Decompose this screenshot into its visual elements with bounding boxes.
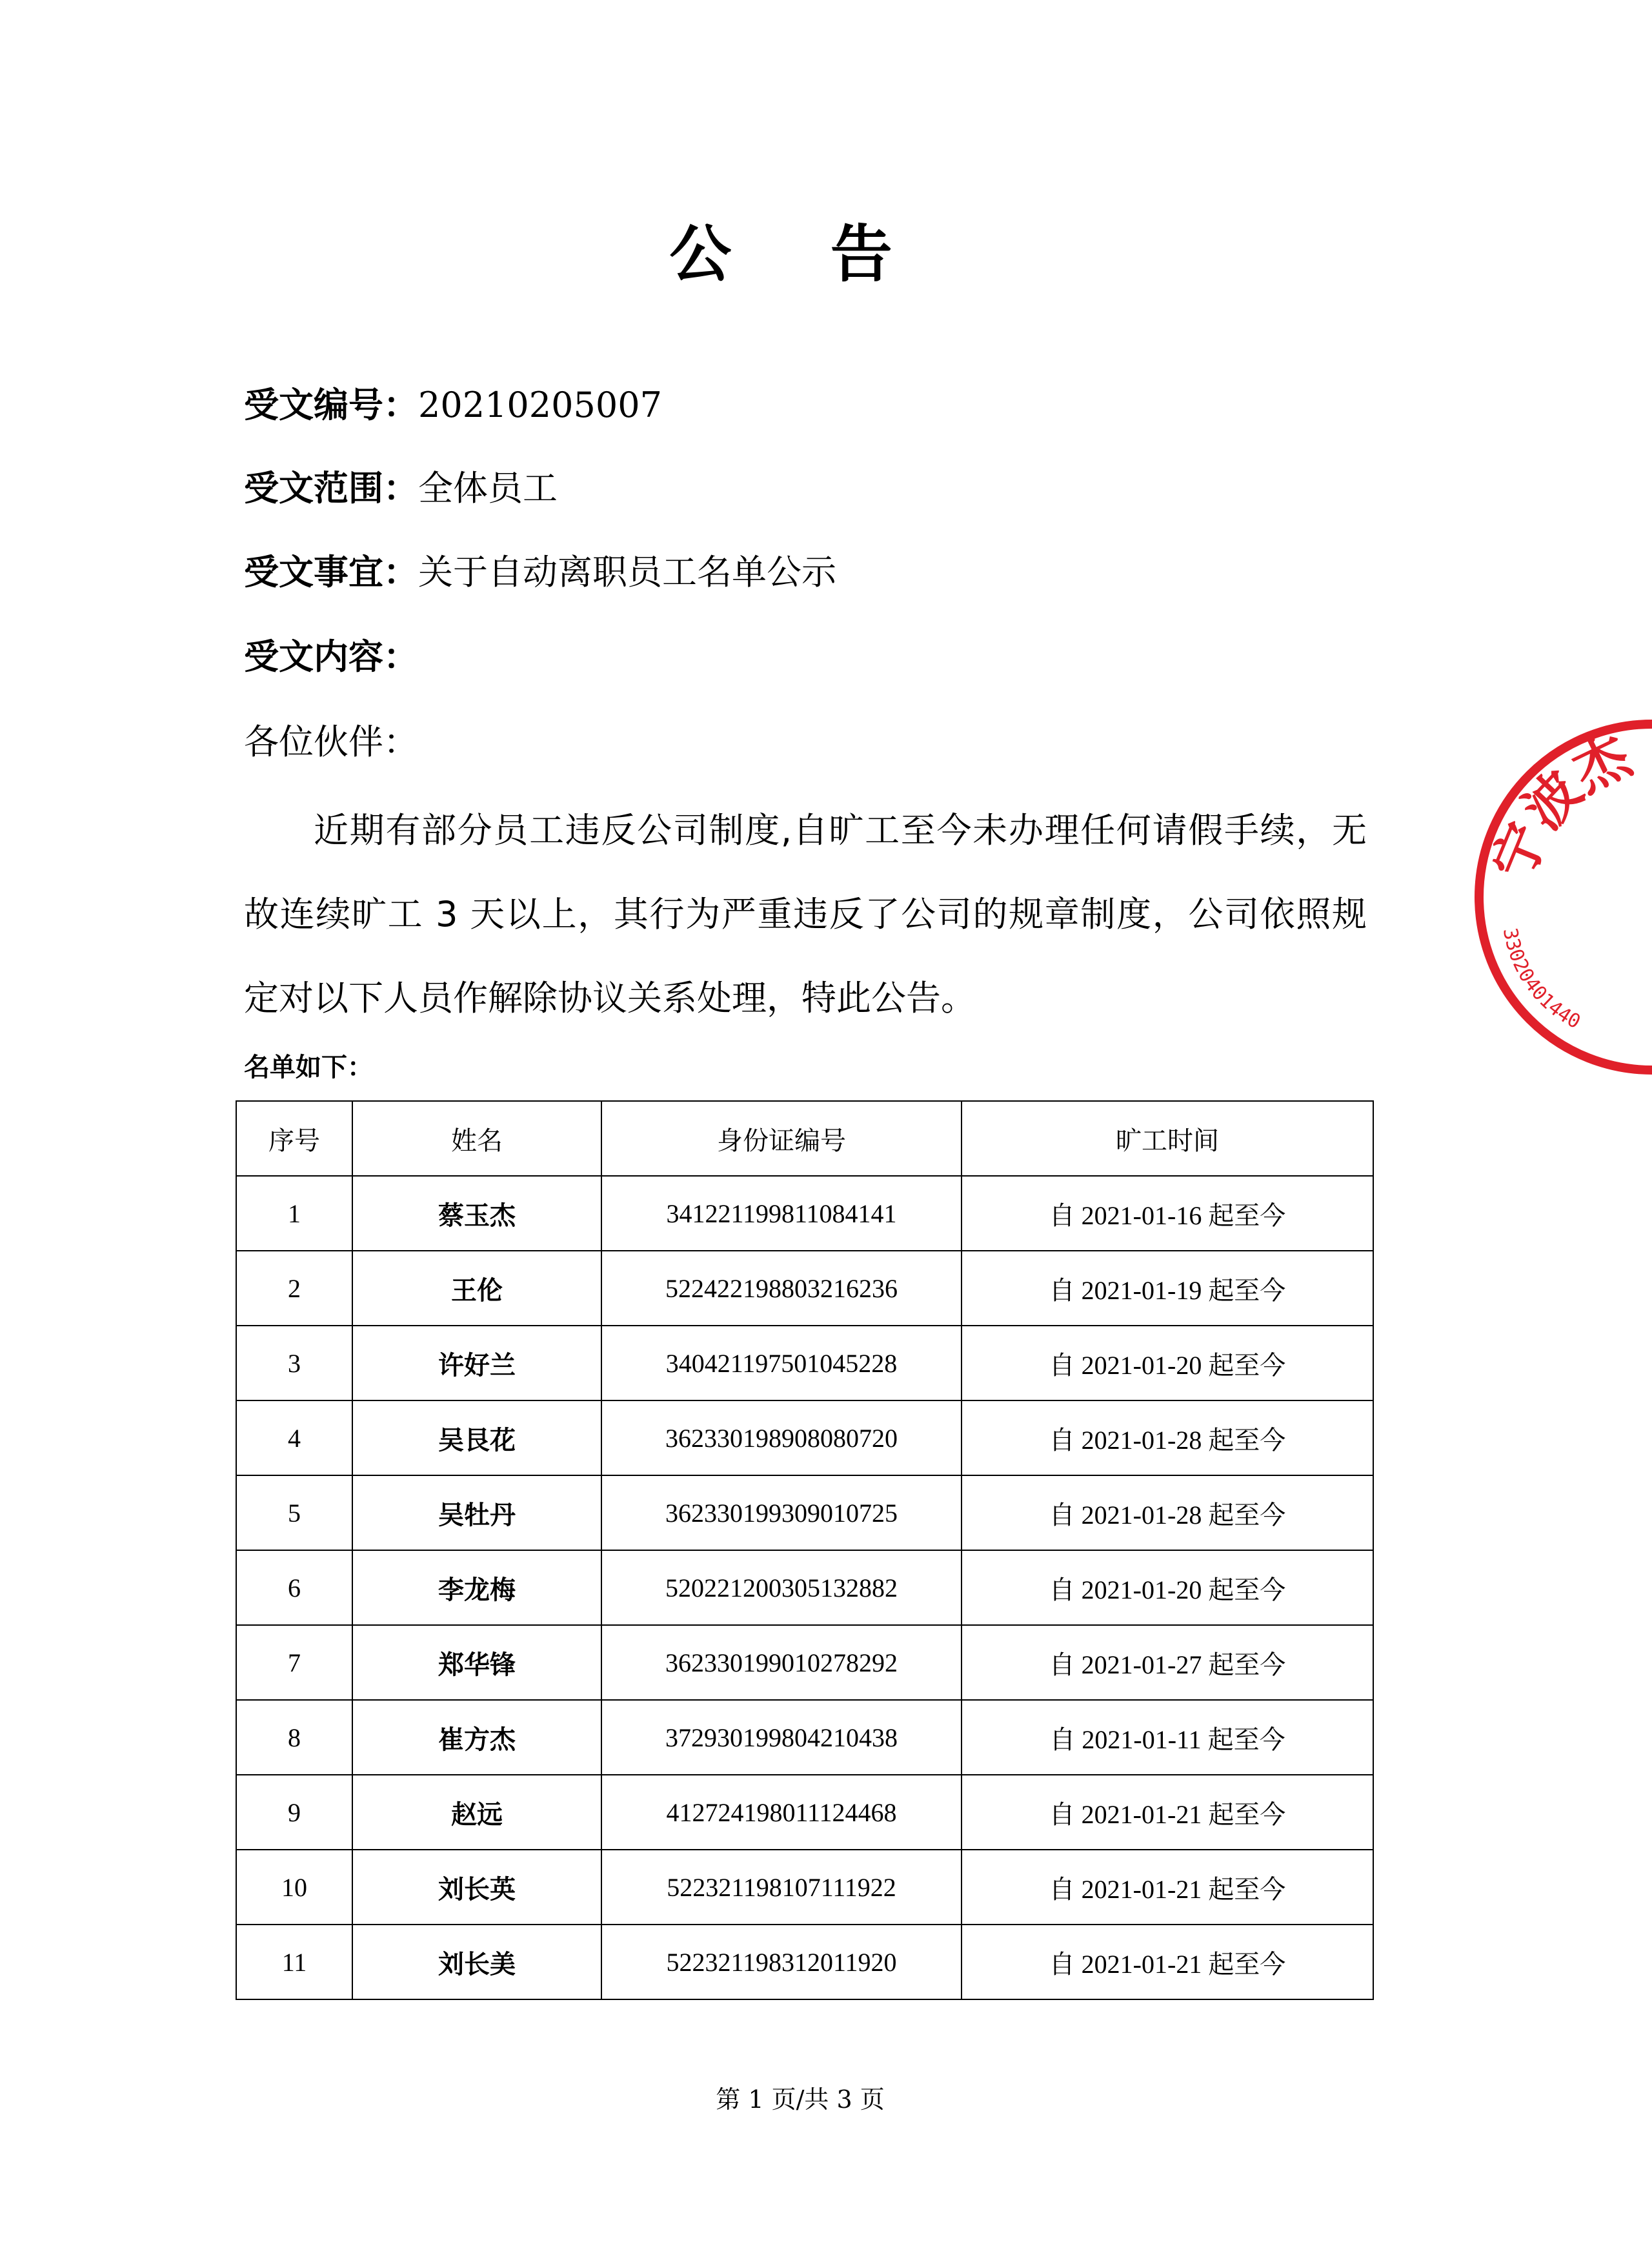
- meta-value: 20210205007: [418, 385, 662, 425]
- footer-label: 第: [716, 2085, 741, 2114]
- cell-name: 刘长英: [352, 1850, 601, 1925]
- period-date: 2021-01-21: [1081, 1874, 1202, 1904]
- period-date: 2021-01-11: [1082, 1724, 1202, 1754]
- period-from: 自: [1049, 1425, 1075, 1455]
- cell-name: 王伦: [352, 1251, 601, 1326]
- table-row: [236, 1251, 1373, 1326]
- cell-id: 341221199811084141: [601, 1176, 962, 1251]
- period-from: 自: [1049, 1350, 1075, 1380]
- cell-name: 赵远: [352, 1775, 601, 1850]
- footer-page: 1: [748, 2085, 764, 2114]
- table-row: [236, 1475, 1373, 1550]
- table-row: [236, 1625, 1373, 1700]
- table-row: [236, 1400, 1373, 1475]
- period-to: 起至今: [1208, 1575, 1286, 1605]
- cell-name: 郑华锋: [352, 1625, 601, 1700]
- cell-no: 7: [236, 1625, 352, 1700]
- cell-period: [962, 1550, 1373, 1625]
- cell-no: 10: [236, 1850, 352, 1925]
- period-date: 2021-01-27: [1081, 1650, 1202, 1679]
- cell-name: 蔡玉杰: [352, 1176, 601, 1251]
- period-from: 自: [1049, 1724, 1076, 1755]
- period-date: 2021-01-19: [1081, 1275, 1202, 1305]
- cell-no: 4: [236, 1400, 352, 1475]
- cell-no: 5: [236, 1475, 352, 1550]
- company-seal: [1458, 716, 1652, 1078]
- period-to: 起至今: [1207, 1724, 1285, 1755]
- cell-id: 362330199309010725: [601, 1475, 962, 1550]
- header-no: 序号: [236, 1101, 352, 1176]
- greeting: 各位伙伴：: [244, 722, 418, 762]
- seal-number: 33020401440: [1498, 926, 1584, 1034]
- cell-name: 刘长美: [352, 1925, 601, 1999]
- cell-period: [962, 1176, 1373, 1251]
- cell-period: [962, 1326, 1373, 1400]
- period-date: 2021-01-28: [1081, 1500, 1202, 1530]
- meta-content: [244, 631, 418, 683]
- cell-id: 522321198107111922: [601, 1850, 962, 1925]
- header-id: 身份证编号: [601, 1101, 962, 1176]
- cell-no: 8: [236, 1700, 352, 1775]
- cell-id: 520221200305132882: [601, 1550, 962, 1625]
- page-title: 公 告: [669, 218, 931, 290]
- period-to: 起至今: [1208, 1949, 1286, 1979]
- cell-name: 许好兰: [352, 1326, 601, 1400]
- period-date: 2021-01-28: [1081, 1425, 1202, 1455]
- cell-id: 362330199010278292: [601, 1625, 962, 1700]
- footer-total: 3: [836, 2085, 852, 2114]
- table-header-row: [236, 1101, 1373, 1176]
- cell-no: 3: [236, 1326, 352, 1400]
- meta-key: 受文事宜：: [244, 552, 418, 592]
- header-period: 旷工时间: [962, 1101, 1373, 1176]
- period-from: 自: [1049, 1275, 1075, 1306]
- meta-value: 全体员工: [418, 468, 558, 509]
- cell-id: 522422198803216236: [601, 1251, 962, 1326]
- period-to: 起至今: [1208, 1874, 1286, 1905]
- cell-id: 340421197501045228: [601, 1326, 962, 1400]
- cell-id: 522321198312011920: [601, 1925, 962, 1999]
- period-from: 自: [1049, 1500, 1075, 1530]
- meta-key: 受文范围：: [244, 468, 418, 509]
- cell-no: 11: [236, 1925, 352, 1999]
- table-row: [236, 1925, 1373, 1999]
- cell-name: 吴牡丹: [352, 1475, 601, 1550]
- footer-mid: 页/共: [771, 2085, 829, 2114]
- notice-body: 近期有部分员工违反公司制度,自旷工至今未办理任何请假手续，无故连续旷工 3 天以上，其行为严重违反了公司的规章制度，公司依照规定对以下人员作解除协议关系处理，特此公告。: [244, 810, 1367, 1018]
- period-from: 自: [1049, 1949, 1075, 1979]
- cell-period: [962, 1400, 1373, 1475]
- period-to: 起至今: [1208, 1350, 1286, 1380]
- footer-end: 页: [860, 2085, 885, 2114]
- header-name: 姓名: [352, 1101, 601, 1176]
- table-row: [236, 1700, 1373, 1775]
- seal-name: 宁波杰: [1480, 723, 1640, 889]
- cell-id: 412724198011124468: [601, 1775, 962, 1850]
- cell-period: [962, 1700, 1373, 1775]
- meta-scope: [244, 463, 558, 514]
- cell-period: [962, 1625, 1373, 1700]
- period-date: 2021-01-16: [1081, 1200, 1202, 1230]
- period-from: 自: [1049, 1575, 1075, 1605]
- meta-key: 受文内容：: [244, 636, 418, 677]
- roster-table: [236, 1100, 1374, 2000]
- table-row: [236, 1550, 1373, 1625]
- table-row: [236, 1326, 1373, 1400]
- cell-no: 1: [236, 1176, 352, 1251]
- table-row: [236, 1850, 1373, 1925]
- period-to: 起至今: [1208, 1275, 1286, 1306]
- cell-period: [962, 1251, 1373, 1326]
- period-to: 起至今: [1208, 1500, 1286, 1530]
- meta-key: 受文编号：: [244, 385, 418, 425]
- cell-name: 崔方杰: [352, 1700, 601, 1775]
- meta-value: 关于自动离职员工名单公示: [418, 552, 836, 592]
- table-row: [236, 1176, 1373, 1251]
- meta-doc-number: [244, 379, 662, 431]
- list-label: 名单如下：: [244, 1053, 373, 1082]
- cell-no: 9: [236, 1775, 352, 1850]
- meta-subject: [244, 547, 836, 598]
- period-date: 2021-01-21: [1081, 1949, 1202, 1979]
- cell-period: [962, 1925, 1373, 1999]
- period-date: 2021-01-20: [1081, 1350, 1202, 1380]
- cell-period: [962, 1775, 1373, 1850]
- cell-id: 372930199804210438: [601, 1700, 962, 1775]
- period-date: 2021-01-20: [1081, 1575, 1202, 1604]
- period-to: 起至今: [1208, 1650, 1286, 1680]
- period-to: 起至今: [1208, 1799, 1286, 1830]
- table-body: [236, 1176, 1373, 1999]
- period-from: 自: [1049, 1200, 1075, 1231]
- page-footer: [0, 2079, 1600, 2115]
- cell-id: 362330198908080720: [601, 1400, 962, 1475]
- period-to: 起至今: [1208, 1200, 1286, 1231]
- period-to: 起至今: [1208, 1425, 1286, 1455]
- period-from: 自: [1049, 1874, 1075, 1905]
- cell-no: 6: [236, 1550, 352, 1625]
- period-from: 自: [1049, 1650, 1075, 1680]
- table-row: [236, 1775, 1373, 1850]
- period-date: 2021-01-21: [1081, 1799, 1202, 1829]
- period-from: 自: [1049, 1799, 1075, 1830]
- cell-name: 吴艮花: [352, 1400, 601, 1475]
- cell-name: 李龙梅: [352, 1550, 601, 1625]
- cell-period: [962, 1850, 1373, 1925]
- cell-no: 2: [236, 1251, 352, 1326]
- cell-period: [962, 1475, 1373, 1550]
